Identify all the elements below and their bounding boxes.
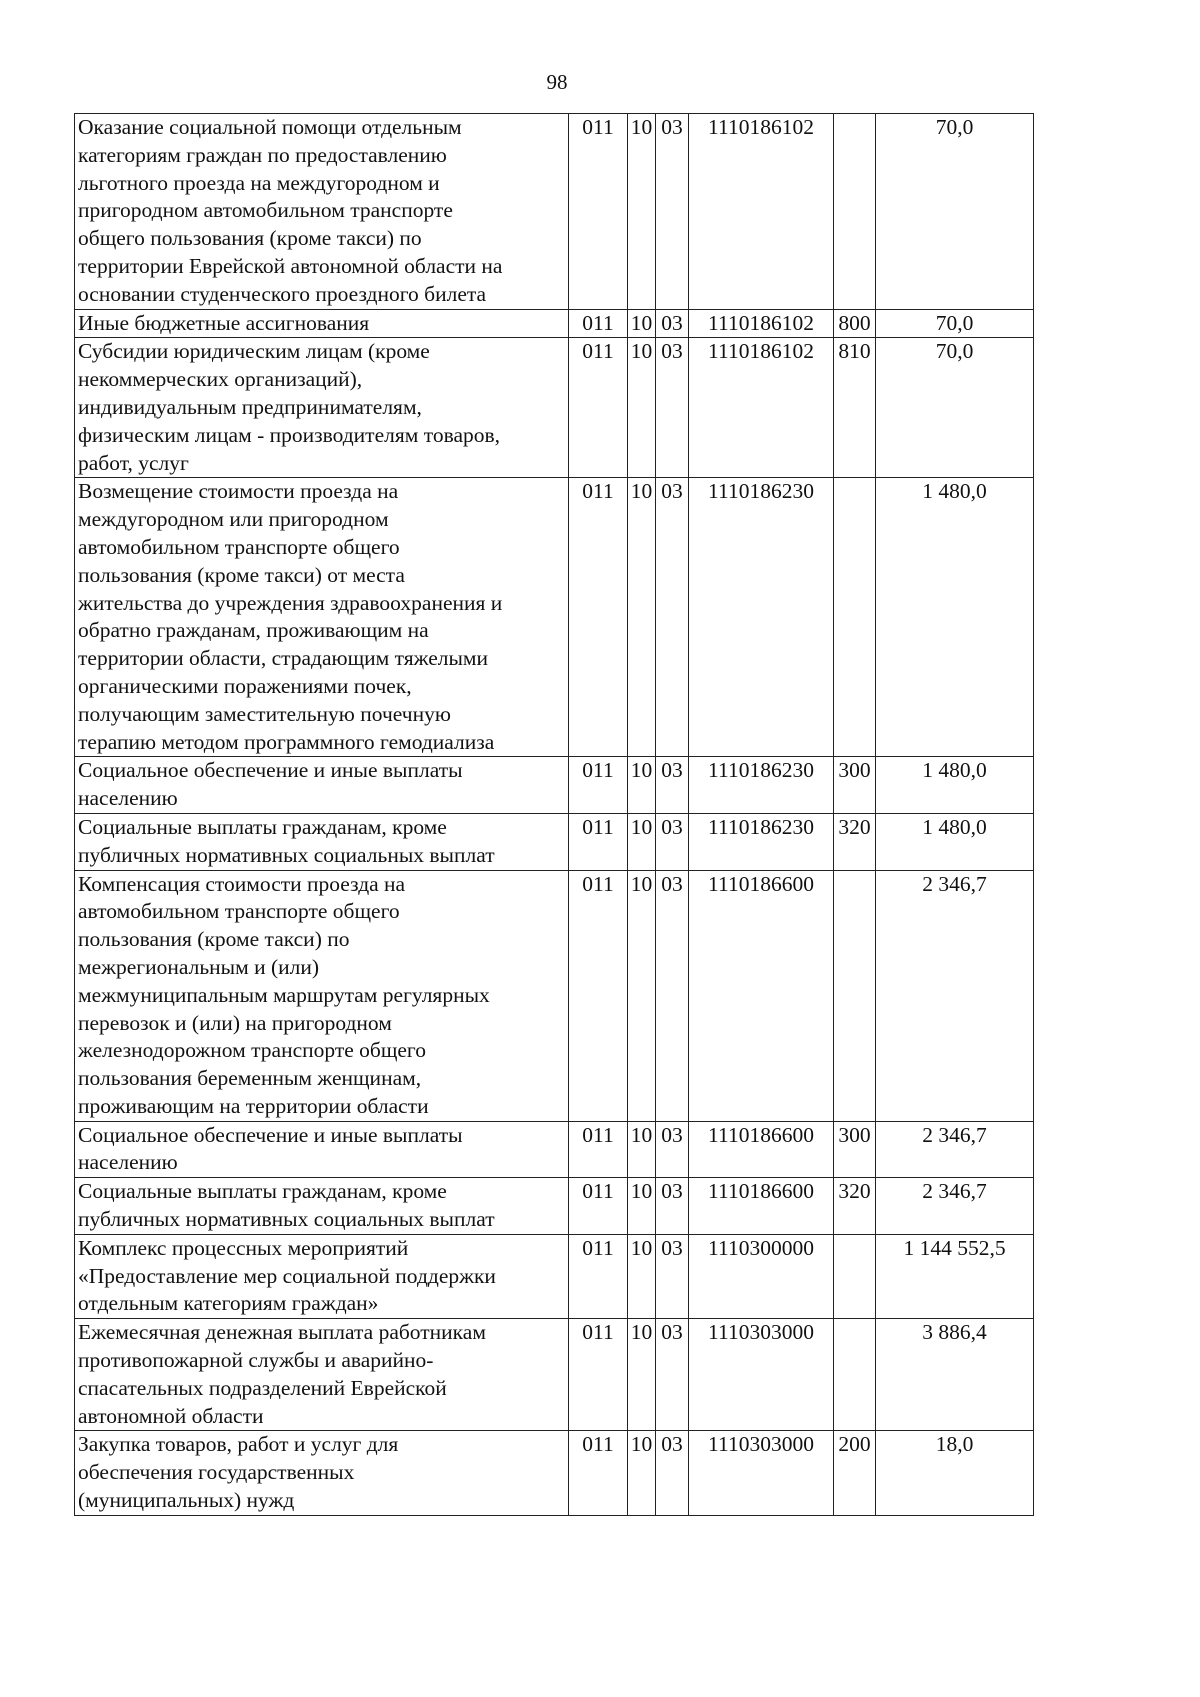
cell-target-article: 1110303000 — [689, 1319, 834, 1431]
cell-amount: 70,0 — [876, 114, 1034, 310]
cell-subsection-code: 03 — [656, 478, 689, 757]
cell-section-code: 10 — [628, 870, 656, 1121]
cell-description — [75, 1319, 569, 1431]
cell-amount: 1 144 552,5 — [876, 1234, 1034, 1318]
description-line: Ежемесячная денежная выплата работникам — [78, 1320, 486, 1345]
table-row — [75, 478, 1034, 757]
cell-section-code: 10 — [628, 813, 656, 870]
cell-description — [75, 1431, 569, 1515]
description-line: Социальное обеспечение и иные выплаты — [78, 1122, 463, 1147]
cell-section-code: 10 — [628, 1121, 656, 1178]
description-line: Социальное обеспечение и иные выплаты — [78, 758, 463, 783]
cell-expense-type: 320 — [834, 1178, 876, 1235]
table-row — [75, 1319, 1034, 1431]
description-line: пользования (кроме такси) по — [78, 927, 350, 952]
cell-description — [75, 757, 569, 814]
cell-admin-code: 011 — [569, 870, 628, 1121]
description-line: пользования (кроме такси) от места — [78, 562, 405, 587]
description-line: междугородном или пригородном — [78, 507, 389, 532]
cell-admin-code: 011 — [569, 114, 628, 310]
cell-amount: 3 886,4 — [876, 1319, 1034, 1431]
description-line: «Предоставление мер социальной поддержки — [78, 1263, 496, 1288]
table-row — [75, 1431, 1034, 1515]
cell-subsection-code: 03 — [656, 1319, 689, 1431]
table-row — [75, 1234, 1034, 1318]
cell-amount: 2 346,7 — [876, 870, 1034, 1121]
description-line: населению — [78, 1150, 178, 1175]
description-line: категориям граждан по предоставлению — [78, 142, 447, 167]
cell-section-code: 10 — [628, 1431, 656, 1515]
table-row — [75, 338, 1034, 478]
description-line: терапию методом программного гемодиализа — [78, 729, 495, 754]
cell-expense-type — [834, 870, 876, 1121]
description-line: Социальные выплаты гражданам, кроме — [78, 814, 447, 839]
cell-subsection-code: 03 — [656, 1234, 689, 1318]
cell-expense-type: 300 — [834, 757, 876, 814]
description-line: перевозок и (или) на пригородном — [78, 1010, 392, 1035]
cell-target-article: 1110186600 — [689, 1178, 834, 1235]
cell-subsection-code: 03 — [656, 114, 689, 310]
description-line: Закупка товаров, работ и услуг для — [78, 1432, 399, 1457]
table-row — [75, 309, 1034, 338]
cell-subsection-code: 03 — [656, 1178, 689, 1235]
cell-admin-code: 011 — [569, 1431, 628, 1515]
description-line: основании студенческого проездного билета — [78, 281, 487, 306]
description-line: физическим лицам - производителям товаров, — [78, 422, 501, 447]
cell-subsection-code: 03 — [656, 757, 689, 814]
cell-expense-type — [834, 478, 876, 757]
cell-admin-code: 011 — [569, 1234, 628, 1318]
cell-target-article: 1110186230 — [689, 757, 834, 814]
cell-target-article: 1110186600 — [689, 870, 834, 1121]
cell-description — [75, 870, 569, 1121]
cell-target-article: 1110186600 — [689, 1121, 834, 1178]
cell-expense-type: 200 — [834, 1431, 876, 1515]
description-line: проживающим на территории области — [78, 1093, 429, 1118]
description-line: железнодорожном транспорте общего — [78, 1038, 426, 1063]
description-line: публичных нормативных социальных выплат — [78, 1207, 495, 1232]
description-line: обратно гражданам, проживающим на — [78, 618, 429, 643]
description-line: некоммерческих организаций), — [78, 367, 363, 392]
description-line: Субсидии юридическим лицам (кроме — [78, 339, 430, 364]
description-line: территории области, страдающим тяжелыми — [78, 646, 489, 671]
cell-target-article: 1110186230 — [689, 478, 834, 757]
description-line: общего пользования (кроме такси) по — [78, 226, 422, 251]
cell-amount: 2 346,7 — [876, 1121, 1034, 1178]
cell-subsection-code: 03 — [656, 813, 689, 870]
cell-description — [75, 1234, 569, 1318]
cell-target-article: 1110186102 — [689, 114, 834, 310]
table-row — [75, 813, 1034, 870]
description-line: работ, услуг — [78, 450, 189, 475]
description-line: пригородном автомобильном транспорте — [78, 198, 453, 223]
description-line: индивидуальным предпринимателям, — [78, 394, 422, 419]
cell-amount: 1 480,0 — [876, 813, 1034, 870]
cell-admin-code: 011 — [569, 1319, 628, 1431]
cell-section-code: 10 — [628, 1234, 656, 1318]
cell-amount: 70,0 — [876, 338, 1034, 478]
description-line: жительства до учреждения здравоохранения и — [78, 590, 503, 615]
cell-admin-code: 011 — [569, 1121, 628, 1178]
cell-section-code: 10 — [628, 757, 656, 814]
cell-admin-code: 011 — [569, 813, 628, 870]
description-line: льготного проезда на междугородном и — [78, 170, 440, 195]
cell-subsection-code: 03 — [656, 870, 689, 1121]
table-row — [75, 757, 1034, 814]
cell-amount: 1 480,0 — [876, 478, 1034, 757]
description-line: автономной области — [78, 1403, 264, 1428]
cell-section-code: 10 — [628, 1178, 656, 1235]
cell-admin-code: 011 — [569, 1178, 628, 1235]
description-line: межрегиональным и (или) — [78, 954, 320, 979]
cell-target-article: 1110186102 — [689, 338, 834, 478]
cell-section-code: 10 — [628, 309, 656, 338]
cell-section-code: 10 — [628, 478, 656, 757]
description-line: противопожарной службы и аварийно- — [78, 1348, 434, 1373]
cell-admin-code: 011 — [569, 309, 628, 338]
description-line: пользования беременным женщинам, — [78, 1066, 422, 1091]
description-line: автомобильном транспорте общего — [78, 899, 400, 924]
cell-expense-type: 320 — [834, 813, 876, 870]
description-line: Социальные выплаты гражданам, кроме — [78, 1179, 447, 1204]
description-line: (муниципальных) нужд — [78, 1488, 295, 1513]
cell-admin-code: 011 — [569, 478, 628, 757]
cell-description — [75, 114, 569, 310]
table-row — [75, 114, 1034, 310]
cell-target-article: 1110186230 — [689, 813, 834, 870]
cell-expense-type — [834, 114, 876, 310]
description-line: межмуниципальным маршрутам регулярных — [78, 982, 490, 1007]
table-row — [75, 1178, 1034, 1235]
description-line: Компенсация стоимости проезда на — [78, 871, 406, 896]
cell-description — [75, 813, 569, 870]
description-line: автомобильном транспорте общего — [78, 534, 400, 559]
table-row — [75, 870, 1034, 1121]
description-line: территории Еврейской автономной области на — [78, 253, 503, 278]
cell-subsection-code: 03 — [656, 1431, 689, 1515]
description-line: Возмещение стоимости проезда на — [78, 479, 399, 504]
cell-amount: 70,0 — [876, 309, 1034, 338]
cell-expense-type: 800 — [834, 309, 876, 338]
cell-subsection-code: 03 — [656, 338, 689, 478]
description-line: отдельным категориям граждан» — [78, 1291, 379, 1316]
cell-section-code: 10 — [628, 114, 656, 310]
cell-target-article: 1110186102 — [689, 309, 834, 338]
description-line: Иные бюджетные ассигнования — [78, 310, 370, 335]
cell-amount: 18,0 — [876, 1431, 1034, 1515]
cell-expense-type: 300 — [834, 1121, 876, 1178]
cell-description — [75, 1178, 569, 1235]
cell-subsection-code: 03 — [656, 309, 689, 338]
cell-description — [75, 309, 569, 338]
page-number: 98 — [546, 70, 568, 94]
description-line: Оказание социальной помощи отдельным — [78, 115, 462, 139]
cell-admin-code: 011 — [569, 338, 628, 478]
description-line: получающим заместительную почечную — [78, 701, 451, 726]
cell-section-code: 10 — [628, 1319, 656, 1431]
description-line: населению — [78, 786, 178, 811]
cell-subsection-code: 03 — [656, 1121, 689, 1178]
cell-expense-type — [834, 1234, 876, 1318]
cell-amount: 1 480,0 — [876, 757, 1034, 814]
cell-expense-type — [834, 1319, 876, 1431]
cell-admin-code: 011 — [569, 757, 628, 814]
cell-target-article: 1110300000 — [689, 1234, 834, 1318]
cell-expense-type: 810 — [834, 338, 876, 478]
cell-description — [75, 478, 569, 757]
cell-description — [75, 1121, 569, 1178]
budget-table — [74, 113, 1034, 1516]
cell-section-code: 10 — [628, 338, 656, 478]
description-line: обеспечения государственных — [78, 1460, 355, 1485]
description-line: спасательных подразделений Еврейской — [78, 1375, 447, 1400]
description-line: публичных нормативных социальных выплат — [78, 842, 495, 867]
description-line: органическими поражениями почек, — [78, 673, 412, 698]
description-line: Комплекс процессных мероприятий — [78, 1235, 409, 1260]
cell-amount: 2 346,7 — [876, 1178, 1034, 1235]
table-row — [75, 1121, 1034, 1178]
cell-description — [75, 338, 569, 478]
cell-target-article: 1110303000 — [689, 1431, 834, 1515]
budget-table-body — [75, 114, 1034, 1516]
